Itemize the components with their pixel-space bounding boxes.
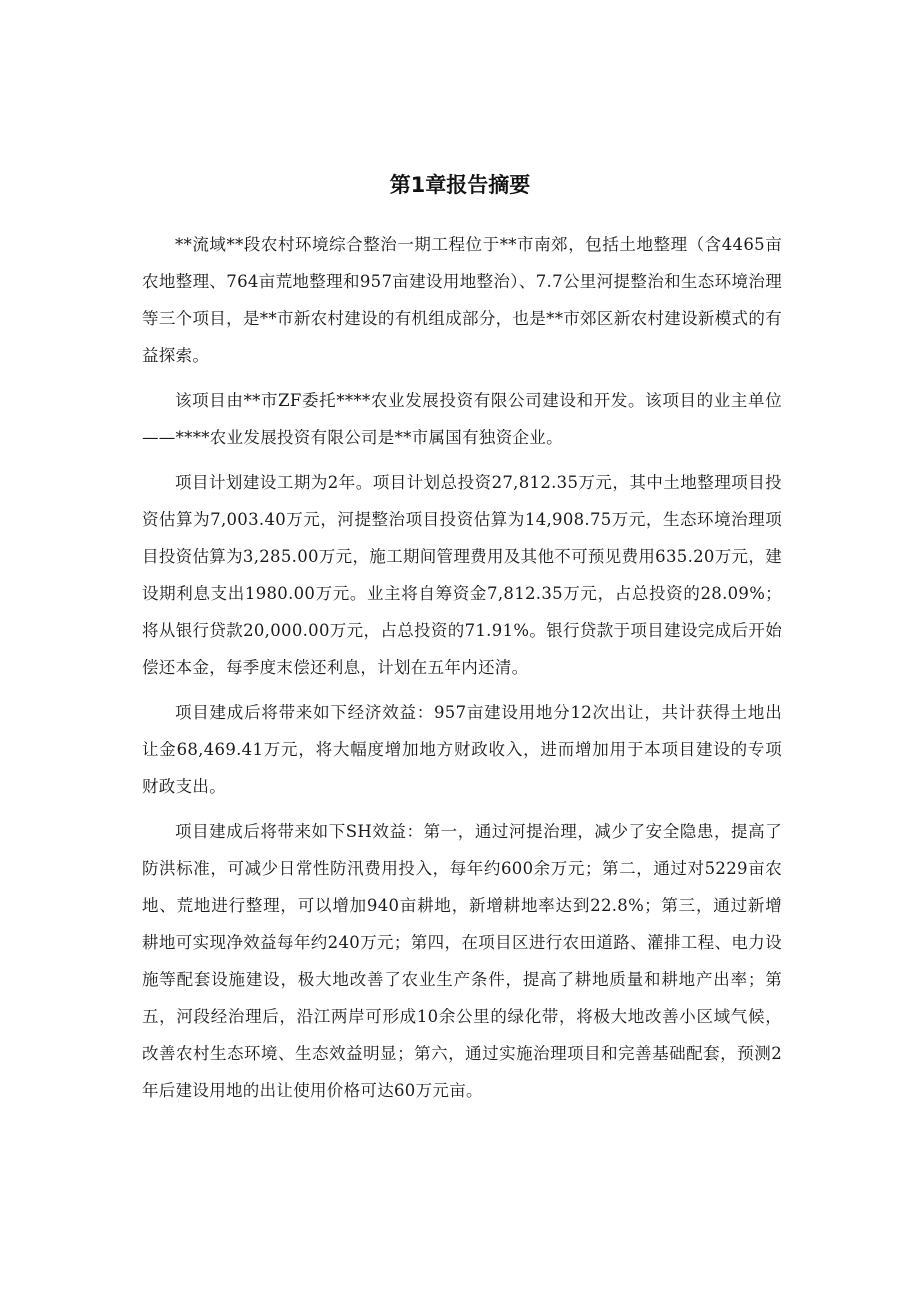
paragraph-project-owner: 该项目由**市ZF委托****农业发展投资有限公司建设和开发。该项目的业主单位——****农业发展投资有限公司是**市属国有独资企业。 bbox=[142, 391, 782, 447]
paragraph-project-overview: **流域**段农村环境综合整治一期工程位于**市南郊，包括土地整理（含4465亩农地整理、764亩荒地整理和957亩建设用地整治）、7.7公里河提整治和生态环境治理等三个项目，是**市新农村建设的有机组成部分，也是**市郊区新农村建设新模式的有益探索。 bbox=[142, 235, 782, 365]
paragraph-economic-benefits: 项目建成后将带来如下经济效益：957亩建设用地分12次出让，共计获得土地出让金68,469.41万元，将大幅度增加地方财政收入，进而增加用于本项目建设的专项财政支出。 bbox=[142, 703, 782, 796]
paragraph-investment-plan: 项目计划建设工期为2年。项目计划总投资27,812.35万元，其中土地整理项目投资估算为7,003.40万元，河提整治项目投资估算为14,908.75万元，生态环境治理项目投资估算为3,285.00万元，施工期间管理费用及其他不可预见费用635.20万元，建设期利息支出1980.00万元。业主将自筹资金7,812.35万元，占总投资的28.09%；将从银行贷款20,000.00万元，占总投资的71.91%。银行贷款于项目建设完成后开始偿还本金，每季度末偿还利息，计划在五年内还清。 bbox=[142, 473, 782, 677]
paragraph-social-benefits: 项目建成后将带来如下SH效益：第一，通过河提治理，减少了安全隐患，提高了防洪标准，可减少日常性防汛费用投入，每年约600余万元；第二，通过对5229亩农地、荒地进行整理，可以增加940亩耕地，新增耕地率达到22.8%；第三，通过新增耕地可实现净效益每年约240万元；第四，在项目区进行农田道路、灌排工程、电力设施等配套设施建设，极大地改善了农业生产条件，提高了耕地质量和耕地产出率；第五，河段经治理后，沿江两岸可形成10余公里的绿化带，将极大地改善小区域气候，改善农村生态环境、生态效益明显；第六，通过实施治理项目和完善基础配套，预测2年后建设用地的出让使用价格可达60万元亩。 bbox=[142, 822, 782, 1100]
document-body bbox=[142, 226, 782, 1117]
chapter-title: 第1章报告摘要 bbox=[389, 173, 531, 198]
